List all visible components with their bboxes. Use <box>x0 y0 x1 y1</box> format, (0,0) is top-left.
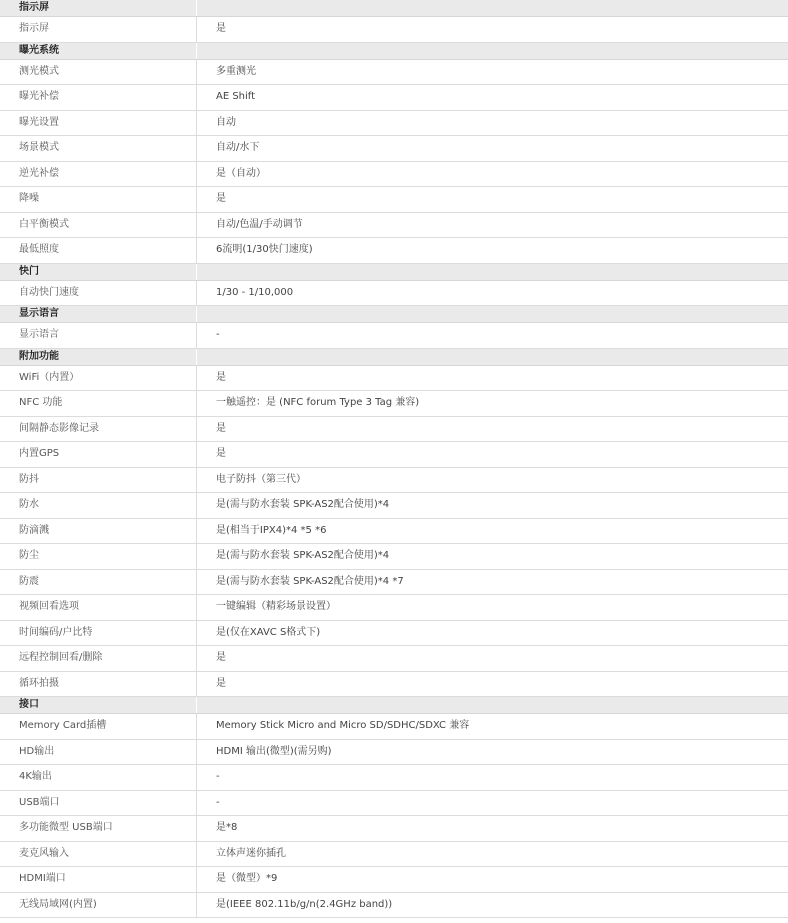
spec-value: 多重测光 <box>216 65 256 77</box>
spec-label: 逆光补偿 <box>0 162 197 187</box>
spec-row <box>0 468 788 494</box>
spec-value: 是(仅在XAVC S格式下) <box>216 626 321 638</box>
section-title: 指示屏 <box>0 0 197 16</box>
spec-label: 间隔静态影像记录 <box>0 417 197 442</box>
spec-label: 曝光设置 <box>0 111 197 136</box>
spec-label: 远程控制回看/删除 <box>0 646 197 671</box>
spec-label: 时间编码/户比特 <box>0 621 197 646</box>
spec-row <box>0 816 788 842</box>
spec-label: 防震 <box>0 570 197 595</box>
spec-row <box>0 646 788 672</box>
spec-value: 是 <box>216 371 226 383</box>
spec-label: 显示语言 <box>0 323 197 348</box>
spec-value: 是 <box>216 23 226 34</box>
spec-row <box>0 17 788 43</box>
spec-label: HDMI端口 <box>0 867 197 892</box>
section-title: 曝光系统 <box>0 43 197 59</box>
spec-label: USB端口 <box>0 791 197 816</box>
spec-row <box>0 136 788 162</box>
section-header <box>0 306 788 323</box>
spec-value: 是(相当于IPX4)*4 *5 *6 <box>216 524 327 536</box>
section-title: 显示语言 <box>0 306 197 322</box>
spec-label: 防抖 <box>0 468 197 493</box>
spec-value: 是 <box>216 448 226 459</box>
spec-label: 多功能微型 USB端口 <box>0 816 197 841</box>
spec-value: HDMI 输出(微型)(需另购) <box>216 745 332 757</box>
spec-row <box>0 714 788 740</box>
spec-row <box>0 417 788 443</box>
spec-label: 循环拍摄 <box>0 672 197 697</box>
spec-label: 白平衡模式 <box>0 213 197 238</box>
spec-label: 防水 <box>0 493 197 518</box>
spec-row <box>0 162 788 188</box>
spec-label: 降噪 <box>0 187 197 212</box>
spec-row <box>0 519 788 545</box>
spec-value: 是(IEEE 802.11b/g/n(2.4GHz band)) <box>216 898 393 910</box>
spec-label: 内置GPS <box>0 442 197 467</box>
spec-value: - <box>216 796 220 808</box>
spec-label: 无线局域网(内置) <box>0 893 197 918</box>
section-title: 快门 <box>0 264 197 280</box>
spec-value: 是 <box>216 193 226 204</box>
section-header <box>0 43 788 60</box>
spec-label: 防滴溅 <box>0 519 197 544</box>
section-title: 接口 <box>0 697 197 713</box>
spec-value: 是(需与防水套装 SPK-AS2配合使用)*4 <box>216 550 390 561</box>
spec-row <box>0 60 788 86</box>
section-title: 附加功能 <box>0 349 197 365</box>
spec-value: 是 <box>216 652 226 663</box>
spec-row <box>0 391 788 417</box>
spec-row <box>0 213 788 239</box>
spec-value: 是 <box>216 677 226 689</box>
spec-value: 立体声迷你插孔 <box>216 847 286 859</box>
spec-row <box>0 544 788 570</box>
spec-row <box>0 238 788 264</box>
spec-label: HD输出 <box>0 740 197 765</box>
spec-value: 电子防抖（第三代） <box>216 473 306 485</box>
section-header-spacer <box>197 349 788 365</box>
spec-value: 一触遥控：是 (NFC forum Type 3 Tag 兼容) <box>216 397 420 408</box>
spec-value: 是*8 <box>216 822 238 833</box>
spec-value: - <box>216 771 220 782</box>
spec-label: 4K输出 <box>0 765 197 790</box>
spec-label: 曝光补偿 <box>0 85 197 110</box>
spec-value: 是 <box>216 422 226 434</box>
spec-row <box>0 791 788 817</box>
spec-value: AE Shift <box>216 91 256 102</box>
spec-row <box>0 187 788 213</box>
spec-row <box>0 111 788 137</box>
spec-label: 麦克风输入 <box>0 842 197 867</box>
spec-label: 自动快门速度 <box>0 281 197 306</box>
spec-row <box>0 323 788 349</box>
spec-value: Memory Stick Micro and Micro SD/SDHC/SDXC 兼容 <box>216 720 470 731</box>
spec-label: 场景模式 <box>0 136 197 161</box>
spec-row <box>0 842 788 868</box>
spec-row <box>0 893 788 919</box>
spec-value: 自动 <box>216 116 236 128</box>
spec-value: 1/30 - 1/10,000 <box>216 286 294 298</box>
section-header <box>0 264 788 281</box>
spec-label: 防尘 <box>0 544 197 569</box>
section-header-spacer <box>197 43 788 59</box>
spec-label: 视频回看选项 <box>0 595 197 620</box>
spec-row <box>0 740 788 766</box>
section-header-spacer <box>197 697 788 713</box>
spec-value: 是（微型）*9 <box>216 873 278 884</box>
spec-label: 最低照度 <box>0 238 197 263</box>
section-header-spacer <box>197 264 788 280</box>
spec-label: 测光模式 <box>0 60 197 85</box>
spec-value: - <box>216 329 220 340</box>
section-header <box>0 0 788 17</box>
spec-value: 是（自动） <box>216 167 266 179</box>
spec-value: 一键编辑（精彩场景设置） <box>216 601 336 612</box>
spec-row <box>0 493 788 519</box>
spec-value: 自动/水下 <box>216 142 260 153</box>
spec-row <box>0 442 788 468</box>
spec-value: 是(需与防水套装 SPK-AS2配合使用)*4 *7 <box>216 575 404 587</box>
section-header-spacer <box>197 0 788 16</box>
spec-row <box>0 867 788 893</box>
spec-label: NFC 功能 <box>0 391 197 416</box>
section-header-spacer <box>197 306 788 322</box>
spec-row <box>0 366 788 392</box>
section-header <box>0 349 788 366</box>
spec-row <box>0 281 788 307</box>
spec-label: Memory Card插槽 <box>0 714 197 739</box>
spec-row <box>0 570 788 596</box>
spec-label: 指示屏 <box>0 17 197 42</box>
spec-row <box>0 85 788 111</box>
spec-value: 6流明(1/30快门速度) <box>216 244 313 255</box>
spec-value: 是(需与防水套装 SPK-AS2配合使用)*4 <box>216 499 390 510</box>
section-header <box>0 697 788 714</box>
spec-row <box>0 621 788 647</box>
spec-row <box>0 765 788 791</box>
spec-value: 自动/色温/手动调节 <box>216 218 303 230</box>
spec-row <box>0 672 788 698</box>
spec-label: WiFi（内置） <box>0 366 197 391</box>
spec-row <box>0 595 788 621</box>
